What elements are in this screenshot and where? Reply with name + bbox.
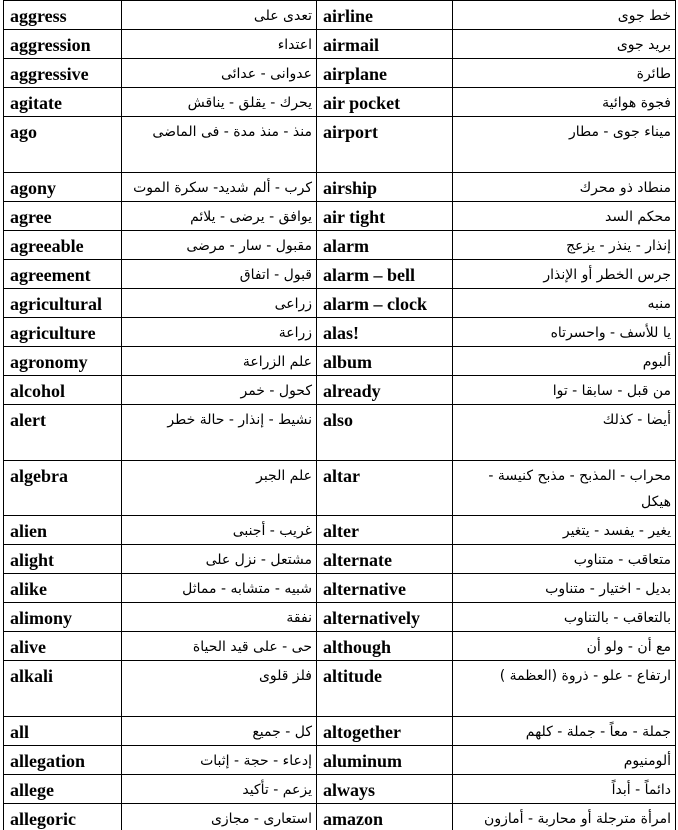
- english-word: algebra: [4, 461, 122, 516]
- english-word: agitate: [4, 88, 122, 117]
- english-word: agony: [4, 173, 122, 202]
- english-word: although: [317, 632, 453, 661]
- table-row: [4, 603, 676, 632]
- arabic-translation: علم الجبر: [122, 461, 317, 516]
- english-word: airline: [317, 1, 453, 30]
- table-row: [4, 661, 676, 717]
- english-word: airport: [317, 117, 453, 173]
- arabic-translation: من قبل - سابقا - توا: [453, 376, 676, 405]
- english-word: all: [4, 717, 122, 746]
- arabic-translation: يا للأسف - واحسرتاه: [453, 318, 676, 347]
- english-word: alas!: [317, 318, 453, 347]
- arabic-translation: منطاد ذو محرك: [453, 173, 676, 202]
- arabic-translation: يوافق - يرضى - يلائم: [122, 202, 317, 231]
- english-word: airplane: [317, 59, 453, 88]
- english-word: aggress: [4, 1, 122, 30]
- english-word: aggression: [4, 30, 122, 59]
- arabic-translation: أيضا - كذلك: [453, 405, 676, 461]
- english-word: air pocket: [317, 88, 453, 117]
- arabic-translation: فلز قلوى: [122, 661, 317, 717]
- arabic-translation: ألومنيوم: [453, 746, 676, 775]
- english-word: alive: [4, 632, 122, 661]
- table-row: [4, 461, 676, 516]
- arabic-translation: منبه: [453, 289, 676, 318]
- table-row: [4, 202, 676, 231]
- table-row: [4, 1, 676, 30]
- arabic-translation: كحول - خمر: [122, 376, 317, 405]
- english-word: altar: [317, 461, 453, 516]
- arabic-translation: قبول - اتفاق: [122, 260, 317, 289]
- arabic-translation: نفقة: [122, 603, 317, 632]
- arabic-translation: يزعم - تأكيد: [122, 775, 317, 804]
- arabic-translation: فجوة هوائية: [453, 88, 676, 117]
- english-word: allegoric: [4, 804, 122, 830]
- arabic-translation: إدعاء - حجة - إثبات: [122, 746, 317, 775]
- english-word: agronomy: [4, 347, 122, 376]
- arabic-translation: بالتعاقب - بالتناوب: [453, 603, 676, 632]
- arabic-translation: مشتعل - نزل على: [122, 545, 317, 574]
- english-word: agree: [4, 202, 122, 231]
- english-word: agreement: [4, 260, 122, 289]
- english-word: airmail: [317, 30, 453, 59]
- arabic-translation: متعاقب - متناوب: [453, 545, 676, 574]
- arabic-translation: محراب - المذبح - مذبح كنيسة - هيكل: [453, 461, 676, 516]
- english-word: alarm – clock: [317, 289, 453, 318]
- table-row: [4, 231, 676, 260]
- arabic-translation: تعدى على: [122, 1, 317, 30]
- arabic-translation: مقبول - سار - مرضى: [122, 231, 317, 260]
- arabic-translation: يغير - يفسد - يتغير: [453, 516, 676, 545]
- arabic-translation: جرس الخطر أو الإنذار: [453, 260, 676, 289]
- english-word: alert: [4, 405, 122, 461]
- arabic-translation: نشيط - إنذار - حالة خطر: [122, 405, 317, 461]
- arabic-translation: دائماً - أبداً: [453, 775, 676, 804]
- arabic-translation: جملة - معاً - جملة - كلهم: [453, 717, 676, 746]
- english-word: allege: [4, 775, 122, 804]
- table-row: [4, 30, 676, 59]
- english-word: alternative: [317, 574, 453, 603]
- table-row: [4, 260, 676, 289]
- english-word: ago: [4, 117, 122, 173]
- english-word: already: [317, 376, 453, 405]
- english-word: alarm: [317, 231, 453, 260]
- arabic-translation: خط جوى: [453, 1, 676, 30]
- table-row: [4, 347, 676, 376]
- english-word: alike: [4, 574, 122, 603]
- arabic-translation: كل - جميع: [122, 717, 317, 746]
- arabic-translation: إنذار - ينذر - يزعج: [453, 231, 676, 260]
- table-row: [4, 318, 676, 347]
- english-word: amazon: [317, 804, 453, 830]
- english-word: altogether: [317, 717, 453, 746]
- arabic-translation: زراعة: [122, 318, 317, 347]
- english-word: alimony: [4, 603, 122, 632]
- arabic-translation: يحرك - يقلق - يناقش: [122, 88, 317, 117]
- vocabulary-table: [3, 0, 676, 830]
- english-word: alkali: [4, 661, 122, 717]
- english-word: altitude: [317, 661, 453, 717]
- table-row: [4, 59, 676, 88]
- arabic-translation: بديل - اختيار - متناوب: [453, 574, 676, 603]
- arabic-translation: غريب - أجنبى: [122, 516, 317, 545]
- arabic-translation: عدوانى - عدائى: [122, 59, 317, 88]
- arabic-translation: حى - على قيد الحياة: [122, 632, 317, 661]
- arabic-translation: كرب - ألم شديد- سكرة الموت: [122, 173, 317, 202]
- english-word: alight: [4, 545, 122, 574]
- vocabulary-table-body: [4, 1, 676, 830]
- english-word: alternate: [317, 545, 453, 574]
- english-word: alternatively: [317, 603, 453, 632]
- table-row: [4, 173, 676, 202]
- english-word: album: [317, 347, 453, 376]
- table-row: [4, 804, 676, 830]
- arabic-translation: استعارى - مجازى: [122, 804, 317, 830]
- arabic-translation: امرأة مترجلة أو محاربة - أمازون: [453, 804, 676, 830]
- arabic-translation: محكم السد: [453, 202, 676, 231]
- english-word: air tight: [317, 202, 453, 231]
- english-word: always: [317, 775, 453, 804]
- english-word: aggressive: [4, 59, 122, 88]
- arabic-translation: شبيه - متشابه - مماثل: [122, 574, 317, 603]
- arabic-translation: علم الزراعة: [122, 347, 317, 376]
- english-word: agreeable: [4, 231, 122, 260]
- table-row: [4, 574, 676, 603]
- english-word: alien: [4, 516, 122, 545]
- table-row: [4, 545, 676, 574]
- english-word: aluminum: [317, 746, 453, 775]
- english-word: agriculture: [4, 318, 122, 347]
- arabic-translation: مع أن - ولو أن: [453, 632, 676, 661]
- table-row: [4, 632, 676, 661]
- table-row: [4, 746, 676, 775]
- arabic-translation: طائرة: [453, 59, 676, 88]
- arabic-translation: بريد جوى: [453, 30, 676, 59]
- table-row: [4, 775, 676, 804]
- table-row: [4, 516, 676, 545]
- arabic-translation: منذ - منذ مدة - فى الماضى: [122, 117, 317, 173]
- arabic-translation: زراعى: [122, 289, 317, 318]
- table-row: [4, 405, 676, 461]
- english-word: alter: [317, 516, 453, 545]
- english-word: also: [317, 405, 453, 461]
- arabic-translation: ألبوم: [453, 347, 676, 376]
- table-row: [4, 289, 676, 318]
- english-word: agricultural: [4, 289, 122, 318]
- table-row: [4, 88, 676, 117]
- table-row: [4, 376, 676, 405]
- arabic-translation: ارتفاع - علو - ذروة (العظمة ): [453, 661, 676, 717]
- table-row: [4, 717, 676, 746]
- english-word: airship: [317, 173, 453, 202]
- arabic-translation: اعتداء: [122, 30, 317, 59]
- english-word: allegation: [4, 746, 122, 775]
- arabic-translation: ميناء جوى - مطار: [453, 117, 676, 173]
- english-word: alarm – bell: [317, 260, 453, 289]
- english-word: alcohol: [4, 376, 122, 405]
- table-row: [4, 117, 676, 173]
